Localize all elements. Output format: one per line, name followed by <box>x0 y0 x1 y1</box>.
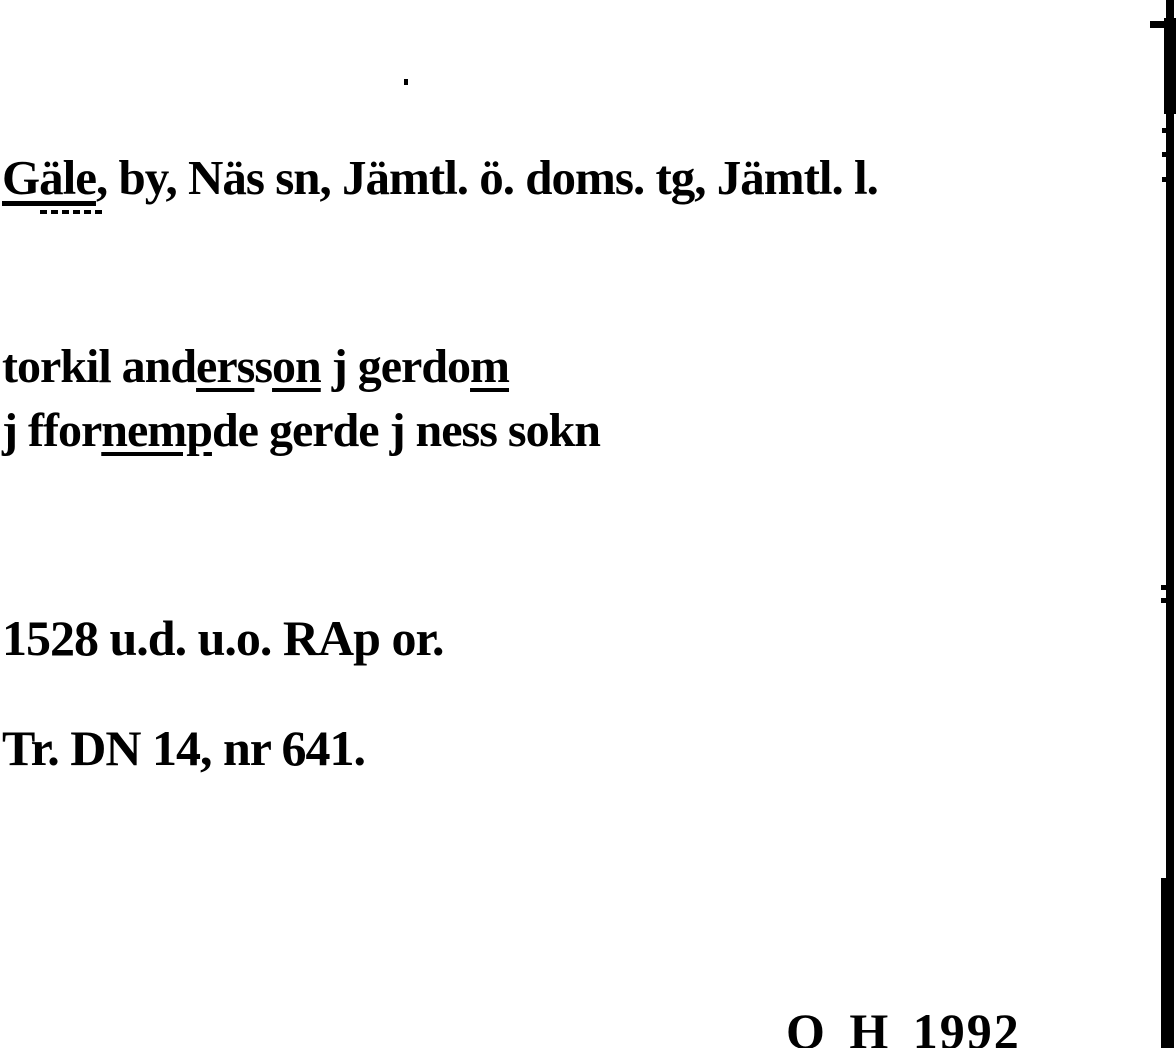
headword-line <box>2 150 878 205</box>
expanded-abbreviation: nemp <box>101 404 212 457</box>
quote-text: j ffor <box>2 404 102 457</box>
source-quote-line-2 <box>2 404 600 457</box>
signature: O H 1992 <box>786 1003 1021 1048</box>
page-edge-notch <box>1162 177 1167 182</box>
quote-text: j gerdo <box>320 340 471 393</box>
headword-line-rest: , by, Näs sn, Jämtl. ö. doms. tg, Jämtl. l. <box>95 150 878 205</box>
quote-text: s <box>254 340 273 393</box>
quote-text: de gerde j ness sokn <box>211 404 600 457</box>
headword-dashed-underline <box>40 210 102 214</box>
page-edge-blob <box>1164 18 1176 114</box>
page-edge-notch <box>1161 585 1166 590</box>
page-edge-notch <box>1161 598 1166 603</box>
headword: Gäle <box>2 150 96 205</box>
page-edge-tick <box>1150 21 1170 28</box>
scan-speck <box>404 79 408 85</box>
quote-text: torkil and <box>2 340 197 393</box>
source-quote-line-1 <box>2 340 510 393</box>
expanded-abbreviation: m <box>470 340 510 393</box>
page-edge-notch <box>1162 128 1167 133</box>
page-edge-bottom <box>1161 878 1170 1048</box>
expanded-abbreviation: on <box>272 340 321 393</box>
page-edge-notch <box>1162 152 1167 157</box>
edition-reference-line: Tr. DN 14, nr 641. <box>2 720 366 776</box>
dating-line: 1528 u.d. u.o. RAp or. <box>2 610 444 666</box>
expanded-abbreviation: ers <box>196 340 255 393</box>
